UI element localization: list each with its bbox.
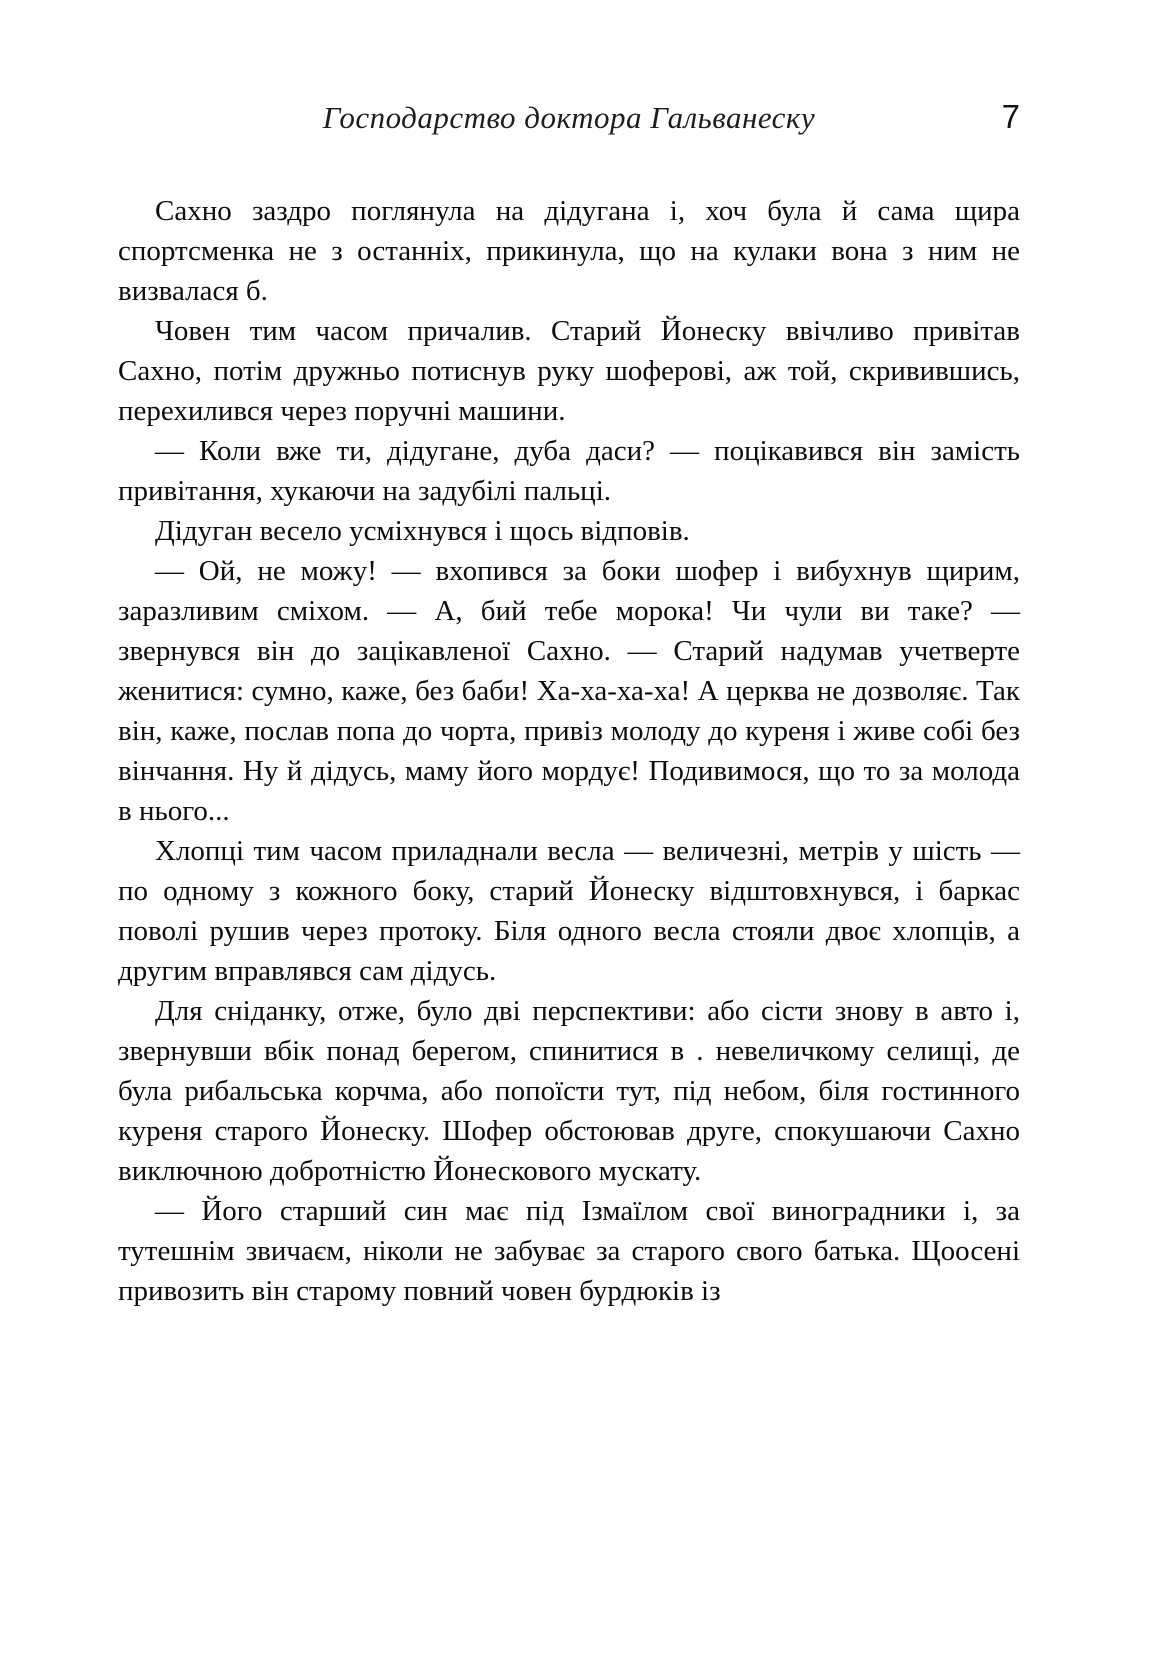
page-number: 7 (1001, 98, 1020, 135)
paragraph: Для сніданку, отже, було дві перспективи: або сісти знову в авто і, звернувши вбік понад берегом, спинитися в . невеличкому селищі, де була рибальська корчма, або попоїсти тут, під небом, біля гостинного куреня старого Йонеску. Шофер обстоював друге, спокушаючи Сахно виключною добротністю Йонескового мускату. (118, 995, 1020, 1187)
running-header-title: Господарство доктора Гальванеску (322, 100, 816, 135)
paragraph: Сахно заздро поглянула на дідугана і, хоч була й сама щира спортсменка не з останніх, прикинула, що на кулаки вона з ним не визвалася б. (118, 195, 1020, 307)
paragraph: Дідуган весело усміхнувся і щось відповів. (155, 515, 690, 547)
paragraph: Човен тим часом причалив. Старий Йонеску ввічливо привітав Сахно, потім дружньо потиснув руку шоферові, аж той, скривившись, перехилився через поручні машини. (118, 315, 1020, 427)
paragraph: — Коли вже ти, дідугане, дуба даси? — поцікавився він замість привітання, хукаючи на задубілі пальці. (118, 435, 1020, 507)
page-body (118, 191, 1020, 1311)
paragraph: — Його старший син має під Ізмаїлом свої виноградники і, за тутешнім звичаєм, ніколи не забуває за старого свого батька. Щоосені привозить він старому повний човен бурдюків із (118, 1195, 1020, 1307)
paragraph: Хлопці тим часом приладнали весла — величезні, метрів у шість — по одному з кожного боку, старий Йонеску відштовхнувся, і баркас поволі рушив через протоку. Біля одного весла стояли двоє хлопців, а другим вправлявся сам дідусь. (118, 835, 1020, 987)
paragraph: — Ой, не можу! — вхопився за боки шофер і вибухнув щирим, заразливим сміхом. — А, бий тебе морока! Чи чули ви таке? — звернувся він до зацікавленої Сахно. — Старий надумав учетверте женитися: сумно, каже, без баби! Ха-ха-ха-ха! А церква не дозволяє. Так він, каже, послав попа до чорта, привіз молоду до куреня і живе собі без вінчання. Ну й дідусь, маму його мордує! Подивимося, що то за молода в нього... (118, 555, 1020, 827)
running-header (118, 100, 1020, 146)
